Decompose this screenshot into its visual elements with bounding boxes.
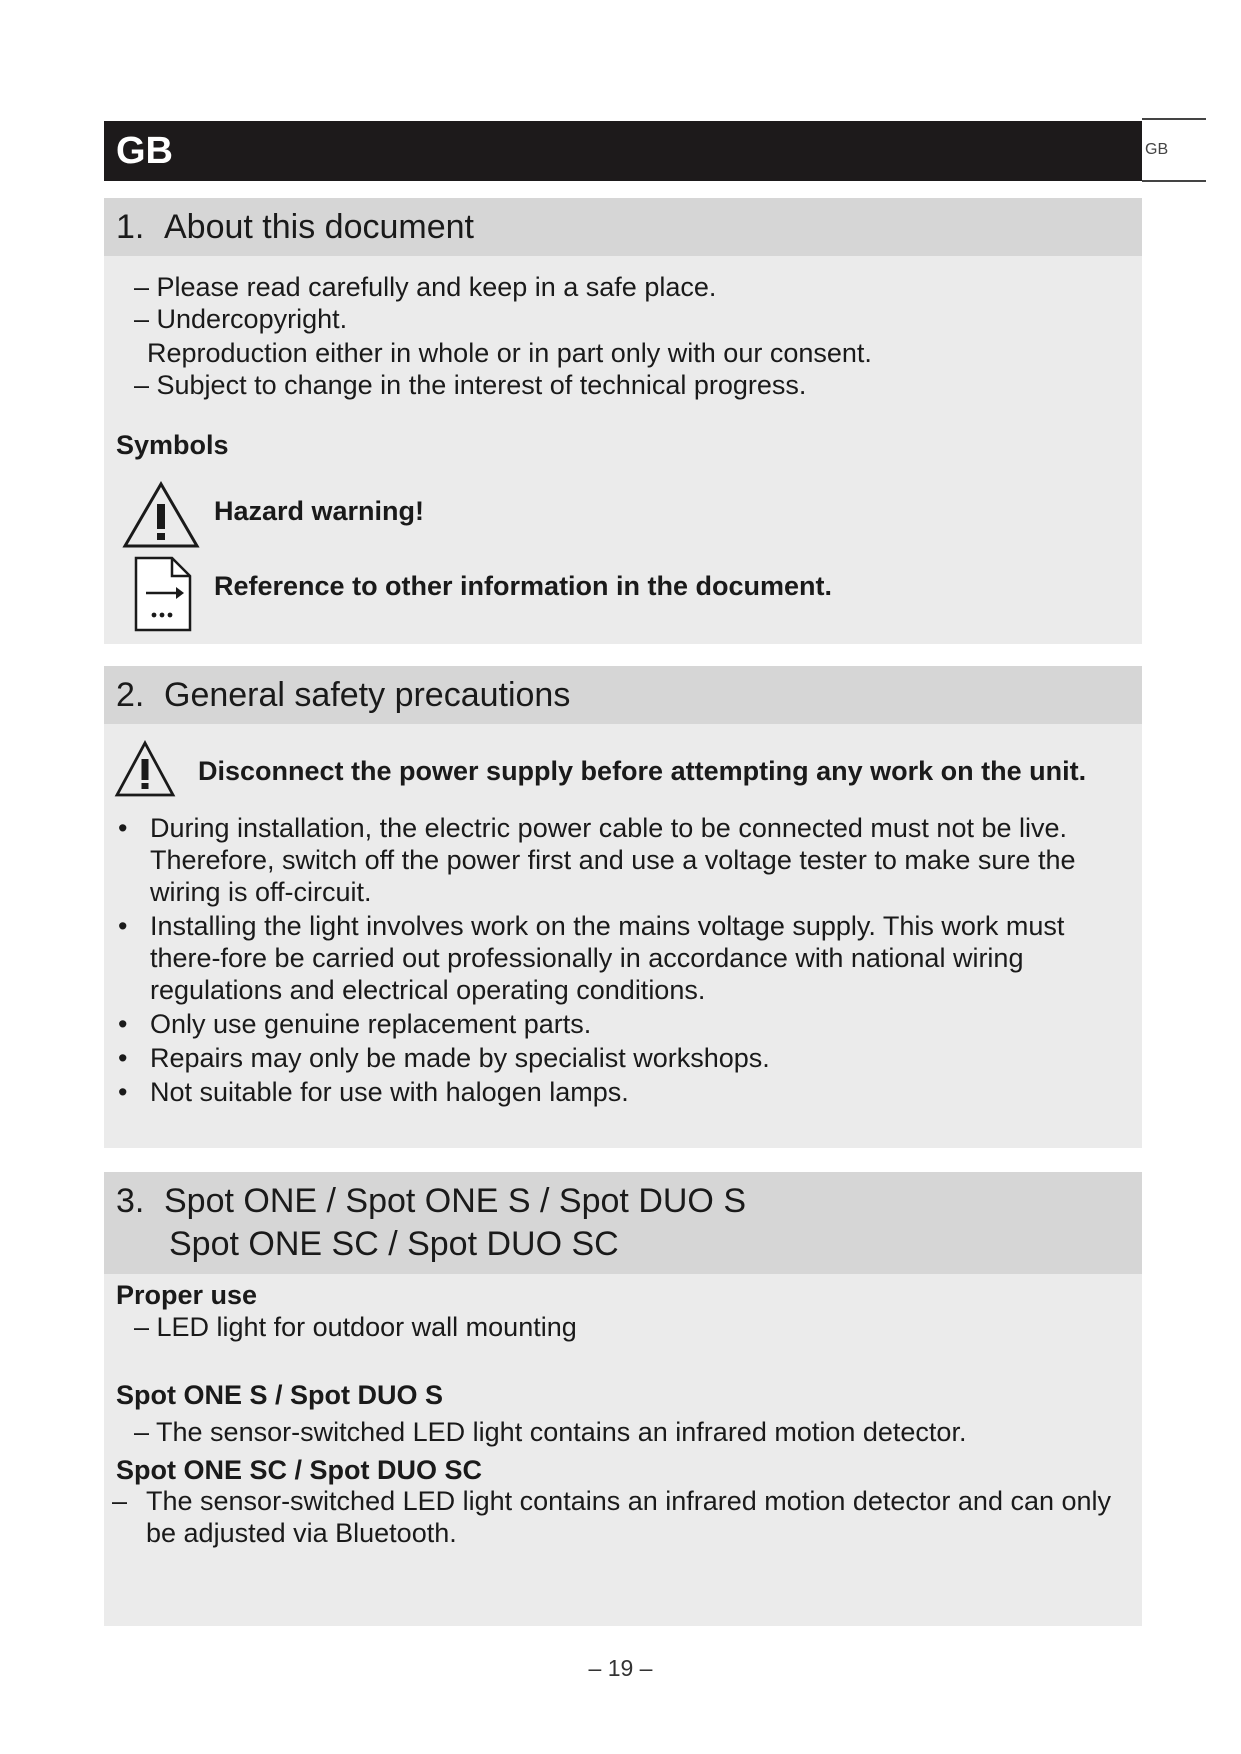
bullet-dot: •	[118, 1043, 128, 1073]
bullet-dot: •	[118, 911, 128, 941]
list-item	[116, 910, 1136, 1006]
hazard-warning-icon	[122, 480, 200, 550]
language-header-bar	[104, 121, 1142, 181]
bullet-text: Installing the light involves work on the mains voltage supply. This work must there-fore be carried out professionally in accordance with national wiring regulations and electrical operating conditions.	[150, 911, 1065, 1005]
symbols-heading: Symbols	[116, 430, 229, 460]
bullet-dot: •	[118, 1009, 128, 1039]
doc-note-line: – Please read carefully and keep in a safe place.	[134, 272, 717, 302]
section-number: 1.	[116, 208, 145, 246]
doc-note-line: – Subject to change in the interest of technical progress.	[134, 370, 807, 400]
section-heading	[104, 666, 1142, 724]
bullet-text: Repairs may only be made by specialist workshops.	[150, 1043, 770, 1073]
spot-sc-text-line2: be adjusted via Bluetooth.	[146, 1518, 457, 1548]
side-language-tab	[1142, 118, 1206, 182]
safety-bullet-list	[116, 812, 1136, 1108]
section-about-document	[104, 198, 1142, 644]
language-code: GB	[116, 130, 173, 172]
list-item	[116, 1008, 1136, 1040]
proper-use-text: – LED light for outdoor wall mounting	[134, 1312, 577, 1342]
section-title: About this document	[164, 208, 474, 246]
hazard-warning-icon	[114, 740, 176, 798]
document-reference-icon	[134, 556, 192, 632]
spot-sc-heading: Spot ONE SC / Spot DUO SC	[116, 1455, 483, 1485]
spot-sc-text-line1: The sensor-switched LED light contains an infrared motion detector and can only	[146, 1486, 1112, 1516]
list-item	[116, 1042, 1136, 1074]
section-product-spot	[104, 1172, 1142, 1626]
hazard-warning-label: Hazard warning!	[214, 496, 425, 526]
page-number: – 19 –	[588, 1655, 653, 1681]
spot-sc-dash: –	[112, 1486, 128, 1516]
section-heading	[104, 1172, 1142, 1274]
reference-info-label: Reference to other information in the document.	[214, 571, 833, 601]
section-number: 3.	[116, 1182, 145, 1220]
list-item	[116, 1076, 1136, 1108]
proper-use-heading: Proper use	[116, 1280, 258, 1310]
list-item	[116, 812, 1136, 908]
bullet-dot: •	[118, 813, 128, 843]
section-title-line2: Spot ONE SC / Spot DUO SC	[169, 1225, 619, 1263]
doc-note-line: Reproduction either in whole or in part only with our consent.	[147, 338, 872, 368]
section-safety-precautions	[104, 666, 1142, 1148]
bullet-dot: •	[118, 1077, 128, 1107]
doc-note-line: – Undercopyright.	[134, 304, 348, 334]
bullet-text: Not suitable for use with halogen lamps.	[150, 1077, 629, 1107]
bullet-text: Only use genuine replacement parts.	[150, 1009, 592, 1039]
section-heading	[104, 198, 1142, 256]
section-title: General safety precautions	[164, 676, 571, 714]
spot-s-heading: Spot ONE S / Spot DUO S	[116, 1380, 444, 1410]
section-number: 2.	[116, 676, 145, 714]
power-disconnect-warning: Disconnect the power supply before attempting any work on the unit.	[198, 756, 1087, 786]
spot-s-text: – The sensor-switched LED light contains an infrared motion detector.	[134, 1417, 967, 1447]
bullet-text: During installation, the electric power cable to be connected must not be live. Therefore, switch off the power first and use a voltage tester to make sure the wiring is off-circuit.	[150, 813, 1076, 907]
section-title-line1: Spot ONE / Spot ONE S / Spot DUO S	[164, 1182, 747, 1220]
side-tab-label: GB	[1145, 141, 1169, 158]
